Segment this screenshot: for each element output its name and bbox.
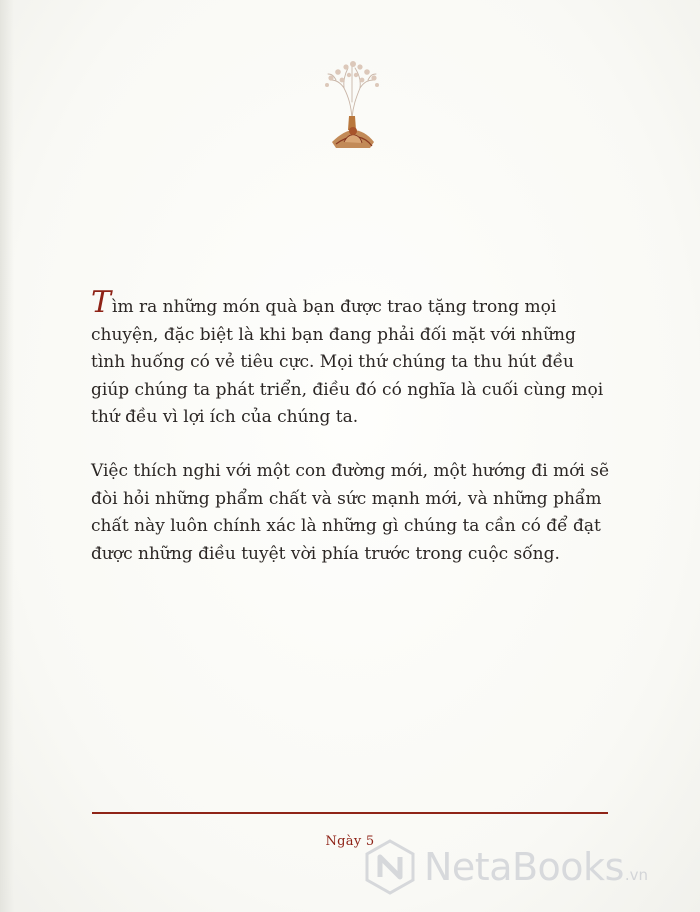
watermark (362, 837, 692, 899)
drop-cap: T (91, 285, 112, 320)
netabooks-logo-icon (362, 839, 418, 895)
watermark-suffix: .vn (624, 866, 649, 884)
footer-rule (92, 812, 608, 814)
page-edge-shadow (0, 0, 14, 912)
page-label: Ngày 5 (325, 834, 375, 849)
tree-emblem-icon (322, 58, 382, 158)
watermark-brand: NetaBooks (424, 845, 624, 889)
paragraph-1 (91, 285, 611, 432)
page-body (91, 285, 611, 568)
paragraph-2: Việc thích nghi với một con đường mới, một hướng đi mới sẽ đòi hỏi những phẩm chất và sức mạnh mới, và những phẩm chất này luôn chính xác là những gì chúng ta cần có để đạt được những điều tuyệt vời phía trước trong cuộc sống. (91, 460, 610, 564)
paragraph-1-text: ìm ra những món quà bạn được trao tặng trong mọi chuyện, đặc biệt là khi bạn đang phải đối mặt với những tình huống có vẻ tiêu cực. Mọi thứ chúng ta thu hút đều giúp chúng ta phát triển, điều đó có nghĩa là cuối cùng mọi thứ đều vì lợi ích của chúng ta. (91, 297, 604, 428)
watermark-text (424, 847, 648, 895)
